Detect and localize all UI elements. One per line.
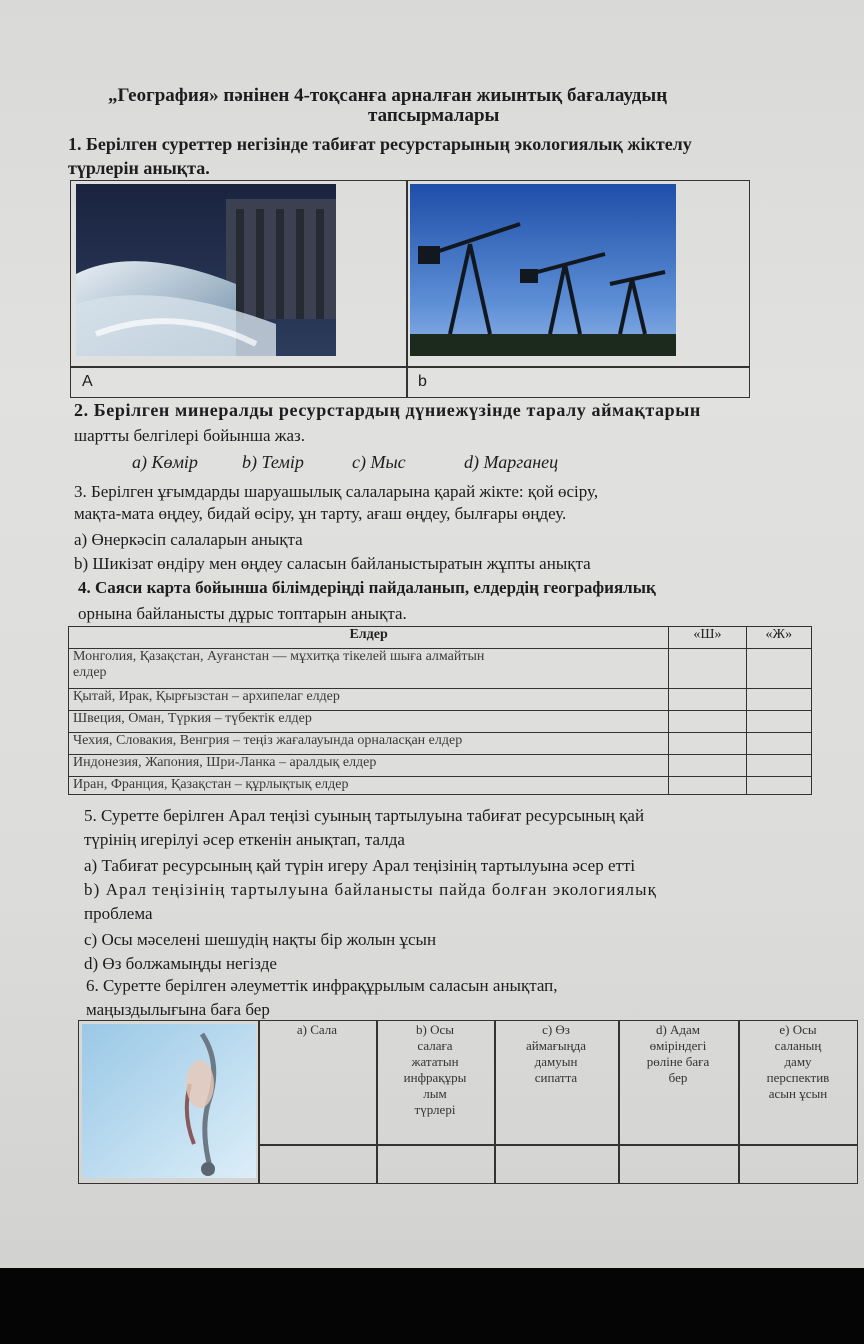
q2-option-d: d) Марганец (464, 452, 559, 472)
dark-background (0, 1268, 864, 1344)
q6-col-line (494, 1020, 496, 1184)
table-header-countries: Елдер (69, 627, 669, 649)
q2-option-a: a) Көмір (132, 452, 198, 472)
table-row: Индонезия, Жапония, Шри-Ланка – аралдық елдер (69, 755, 669, 777)
q6-col-a: a) Сала (296, 1022, 338, 1037)
answer-cell[interactable] (669, 711, 746, 733)
q6-col-line (258, 1020, 260, 1184)
q5-item-c: c) Осы мәселені шешудің нақты бір жолын ұсын (84, 930, 437, 949)
answer-cell[interactable] (746, 649, 811, 689)
table-row: Иран, Франция, Қазақстан – құрлықтық елдер (69, 777, 669, 795)
q2-text-line2: шартты белгілері бойынша жаз. (74, 426, 306, 445)
q6-row-line (258, 1144, 858, 1146)
q1-text-line2: түрлерін анықта. (68, 158, 210, 178)
countries-table (68, 626, 812, 795)
oil-rigs-photo (410, 184, 676, 356)
table-row: Чехия, Словакия, Венгрия – теңіз жағалауында орналасқан елдер (69, 733, 669, 755)
q2-option-c: c) Мыс (352, 452, 406, 472)
q5-text: 5. Суретте берілген Арал теңізі суының тартылуына табиғат ресурсының қай (84, 806, 645, 825)
q6-col-e: e) Осы саланың даму перспектив асын ұсын (766, 1022, 830, 1101)
table-header-sh: «Ш» (669, 627, 746, 649)
table-row-text-line2: елдер (73, 665, 107, 680)
table-row (69, 649, 669, 689)
answer-cell[interactable] (746, 733, 811, 755)
medicine-photo (82, 1024, 256, 1178)
table-row: Қытай, Ирак, Қырғызстан – архипелаг елдер (69, 689, 669, 711)
q2-option-b: b) Темір (242, 452, 304, 472)
dam-photo (76, 184, 336, 356)
answer-cell[interactable] (746, 689, 811, 711)
q2-text: 2. Берілген минералды ресурстардың дүниежүзінде таралу аймақтарын (74, 400, 701, 420)
q6-col-c: c) Өз аймағыңда дамуын сипатта (525, 1022, 587, 1085)
photo-label-a: A (82, 373, 93, 390)
answer-cell[interactable] (669, 777, 746, 795)
q5-item-b-line2: проблема (84, 904, 153, 923)
q6-col-line (738, 1020, 740, 1184)
answer-cell[interactable] (746, 711, 811, 733)
q4-text-line2: орнына байланысты дұрыс топтарын анықта. (78, 604, 407, 623)
table-row-text: Монголия, Қазақстан, Ауғанстан — мұхитқа тікелей шыға алмайтын (73, 649, 485, 664)
answer-cell[interactable] (669, 733, 746, 755)
answer-cell[interactable] (746, 755, 811, 777)
answer-cell[interactable] (746, 777, 811, 795)
q3-item-b: b) Шикізат өндіру мен өңдеу саласын байланыстыратын жұпты анықта (74, 554, 591, 573)
q1-text: 1. Берілген суреттер негізінде табиғат ресурстарының экологиялық жіктелу (68, 134, 692, 154)
q5-item-d: d) Өз болжамыңды негізде (84, 954, 277, 973)
q1-label-row (70, 366, 750, 398)
page-title-line2: тапсырмалары (368, 105, 500, 126)
page-title: „География» пәнінен 4-тоқсанға арналған жиынтық бағалаудың (108, 85, 668, 106)
table-header-zh: «Ж» (746, 627, 811, 649)
q6-col-b: b) Осы салаға жататын инфрақұры лым түрлері (403, 1022, 467, 1117)
photo-label-b: b (418, 373, 427, 390)
q3-text-line2: мақта-мата өңдеу, бидай өсіру, ұн тарту, ағаш өңдеу, былғары өңдеу. (74, 504, 567, 523)
answer-cell[interactable] (669, 649, 746, 689)
q3-item-a: a) Өнеркәсіп салаларын анықта (74, 530, 303, 549)
q6-col-line (376, 1020, 378, 1184)
q6-col-d: d) Адам өміріндегі рөліне баға бер (646, 1022, 710, 1085)
q3-text: 3. Берілген ұғымдарды шаруашылық салаларына қарай жікте: қой өсіру, (74, 482, 599, 501)
q5-item-b: b) Арал теңізінің тартылуына байланысты пайда болған экологиялық (84, 880, 657, 899)
answer-cell[interactable] (669, 755, 746, 777)
q6-col-line (618, 1020, 620, 1184)
q4-text: 4. Саяси карта бойынша білімдеріңді пайдаланып, елдердің географиялық (78, 578, 656, 597)
q6-text-line2: маңыздылығына баға бер (86, 1000, 270, 1019)
q5-item-a: a) Табиғат ресурсының қай түрін игеру Арал теңізінің тартылуына әсер етті (84, 856, 636, 875)
table-row: Швеция, Оман, Түркия – түбектік елдер (69, 711, 669, 733)
q5-text-line2: түрінің игерілуі әсер еткенін анықтап, талда (84, 830, 405, 849)
q6-text: 6. Суретте берілген әлеуметтік инфрақұрылым саласын анықтап, (86, 976, 558, 995)
answer-cell[interactable] (669, 689, 746, 711)
